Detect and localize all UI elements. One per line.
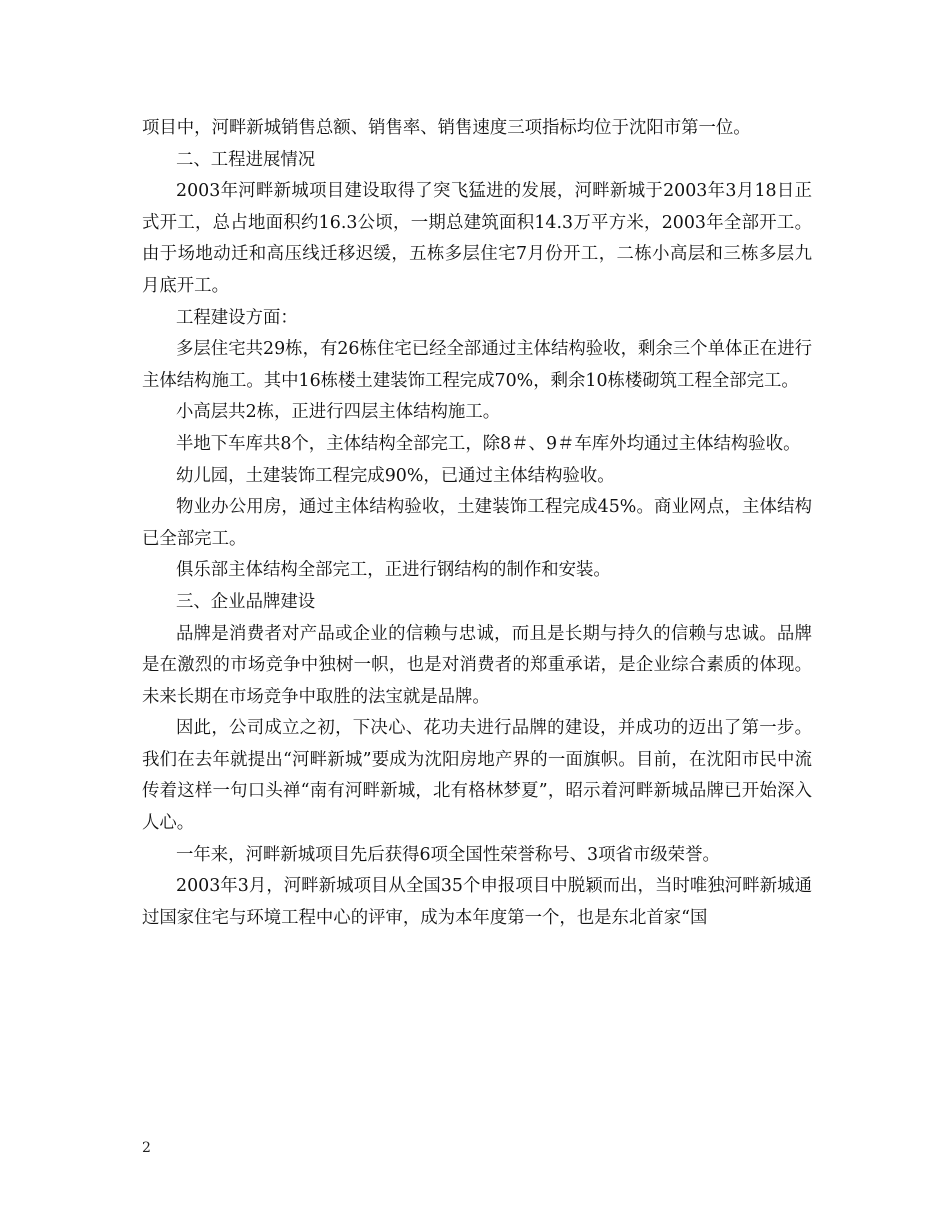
page-number: 2 — [142, 1140, 151, 1156]
document-body — [142, 113, 812, 934]
paragraph-small-highrise: 小高层共2栋，正进行四层主体结构施工。 — [176, 402, 501, 423]
section-heading-engineering-progress: 二、工程进展情况 — [176, 149, 316, 170]
paragraph-semi-basement-garage: 半地下车库共8个，主体结构全部完工，除8＃、9＃车库外均通过主体结构验收。 — [176, 433, 801, 454]
paragraph-property-office: 物业办公用房，通过主体结构验收，土建装饰工程完成45%。商业网点，主体结构已全部完工。 — [142, 497, 812, 549]
section-heading-brand-building: 三、企业品牌建设 — [176, 591, 316, 612]
paragraph-brand-effort: 因此，公司成立之初，下决心、花功夫进行品牌的建设，并成功的迈出了第一步。我们在去年就提出“河畔新城”要成为沈阳房地产界的一面旗帜。目前，在沈阳市民中流传着这样一句口头禅“南有河畔新城，北有格林梦夏”，昭示着河畔新城品牌已开始深入人心。 — [142, 718, 812, 834]
paragraph-brand-definition: 品牌是消费者对产品或企业的信赖与忠诚，而且是长期与持久的信赖与忠诚。品牌是在激烈的市场竞争中独树一帜，也是对消费者的郑重承诺，是企业综合素质的体现。未来长期在市场竞争中取胜的法宝就是品牌。 — [142, 623, 812, 707]
paragraph-construction-overview: 2003年河畔新城项目建设取得了突飞猛进的发展，河畔新城于2003年3月18日正式开工，总占地面积约16.3公顷，一期总建筑面积14.3万平方米，2003年全部开工。由于场地动迁和高压线迁移迟缓，五栋多层住宅7月份开工，二栋小高层和三栋多层九月底开工。 — [142, 181, 812, 296]
paragraph-multistory-housing: 多层住宅共29栋，有26栋住宅已经全部通过主体结构验收，剩余三个单体正在进行主体结构施工。其中16栋楼土建装饰工程完成70%，剩余10栋楼砌筑工程全部完工。 — [142, 339, 812, 391]
paragraph-construction-aspects-label: 工程建设方面： — [176, 307, 298, 328]
paragraph-continuation: 项目中，河畔新城销售总额、销售率、销售速度三项指标均位于沈阳市第一位。 — [142, 118, 751, 138]
paragraph-clubhouse: 俱乐部主体结构全部完工，正进行钢结构的制作和安装。 — [176, 560, 611, 581]
paragraph-honors: 一年来，河畔新城项目先后获得6项全国性荣誉称号、3项省市级荣誉。 — [176, 844, 720, 865]
paragraph-kindergarten: 幼儿园，土建装饰工程完成90%，已通过主体结构验收。 — [176, 465, 615, 486]
paragraph-national-review: 2003年3月，河畔新城项目从全国35个申报项目中脱颖而出，当时唯独河畔新城通过国家住宅与环境工程中心的评审，成为本年度第一个，也是东北首家“国 — [142, 876, 812, 928]
